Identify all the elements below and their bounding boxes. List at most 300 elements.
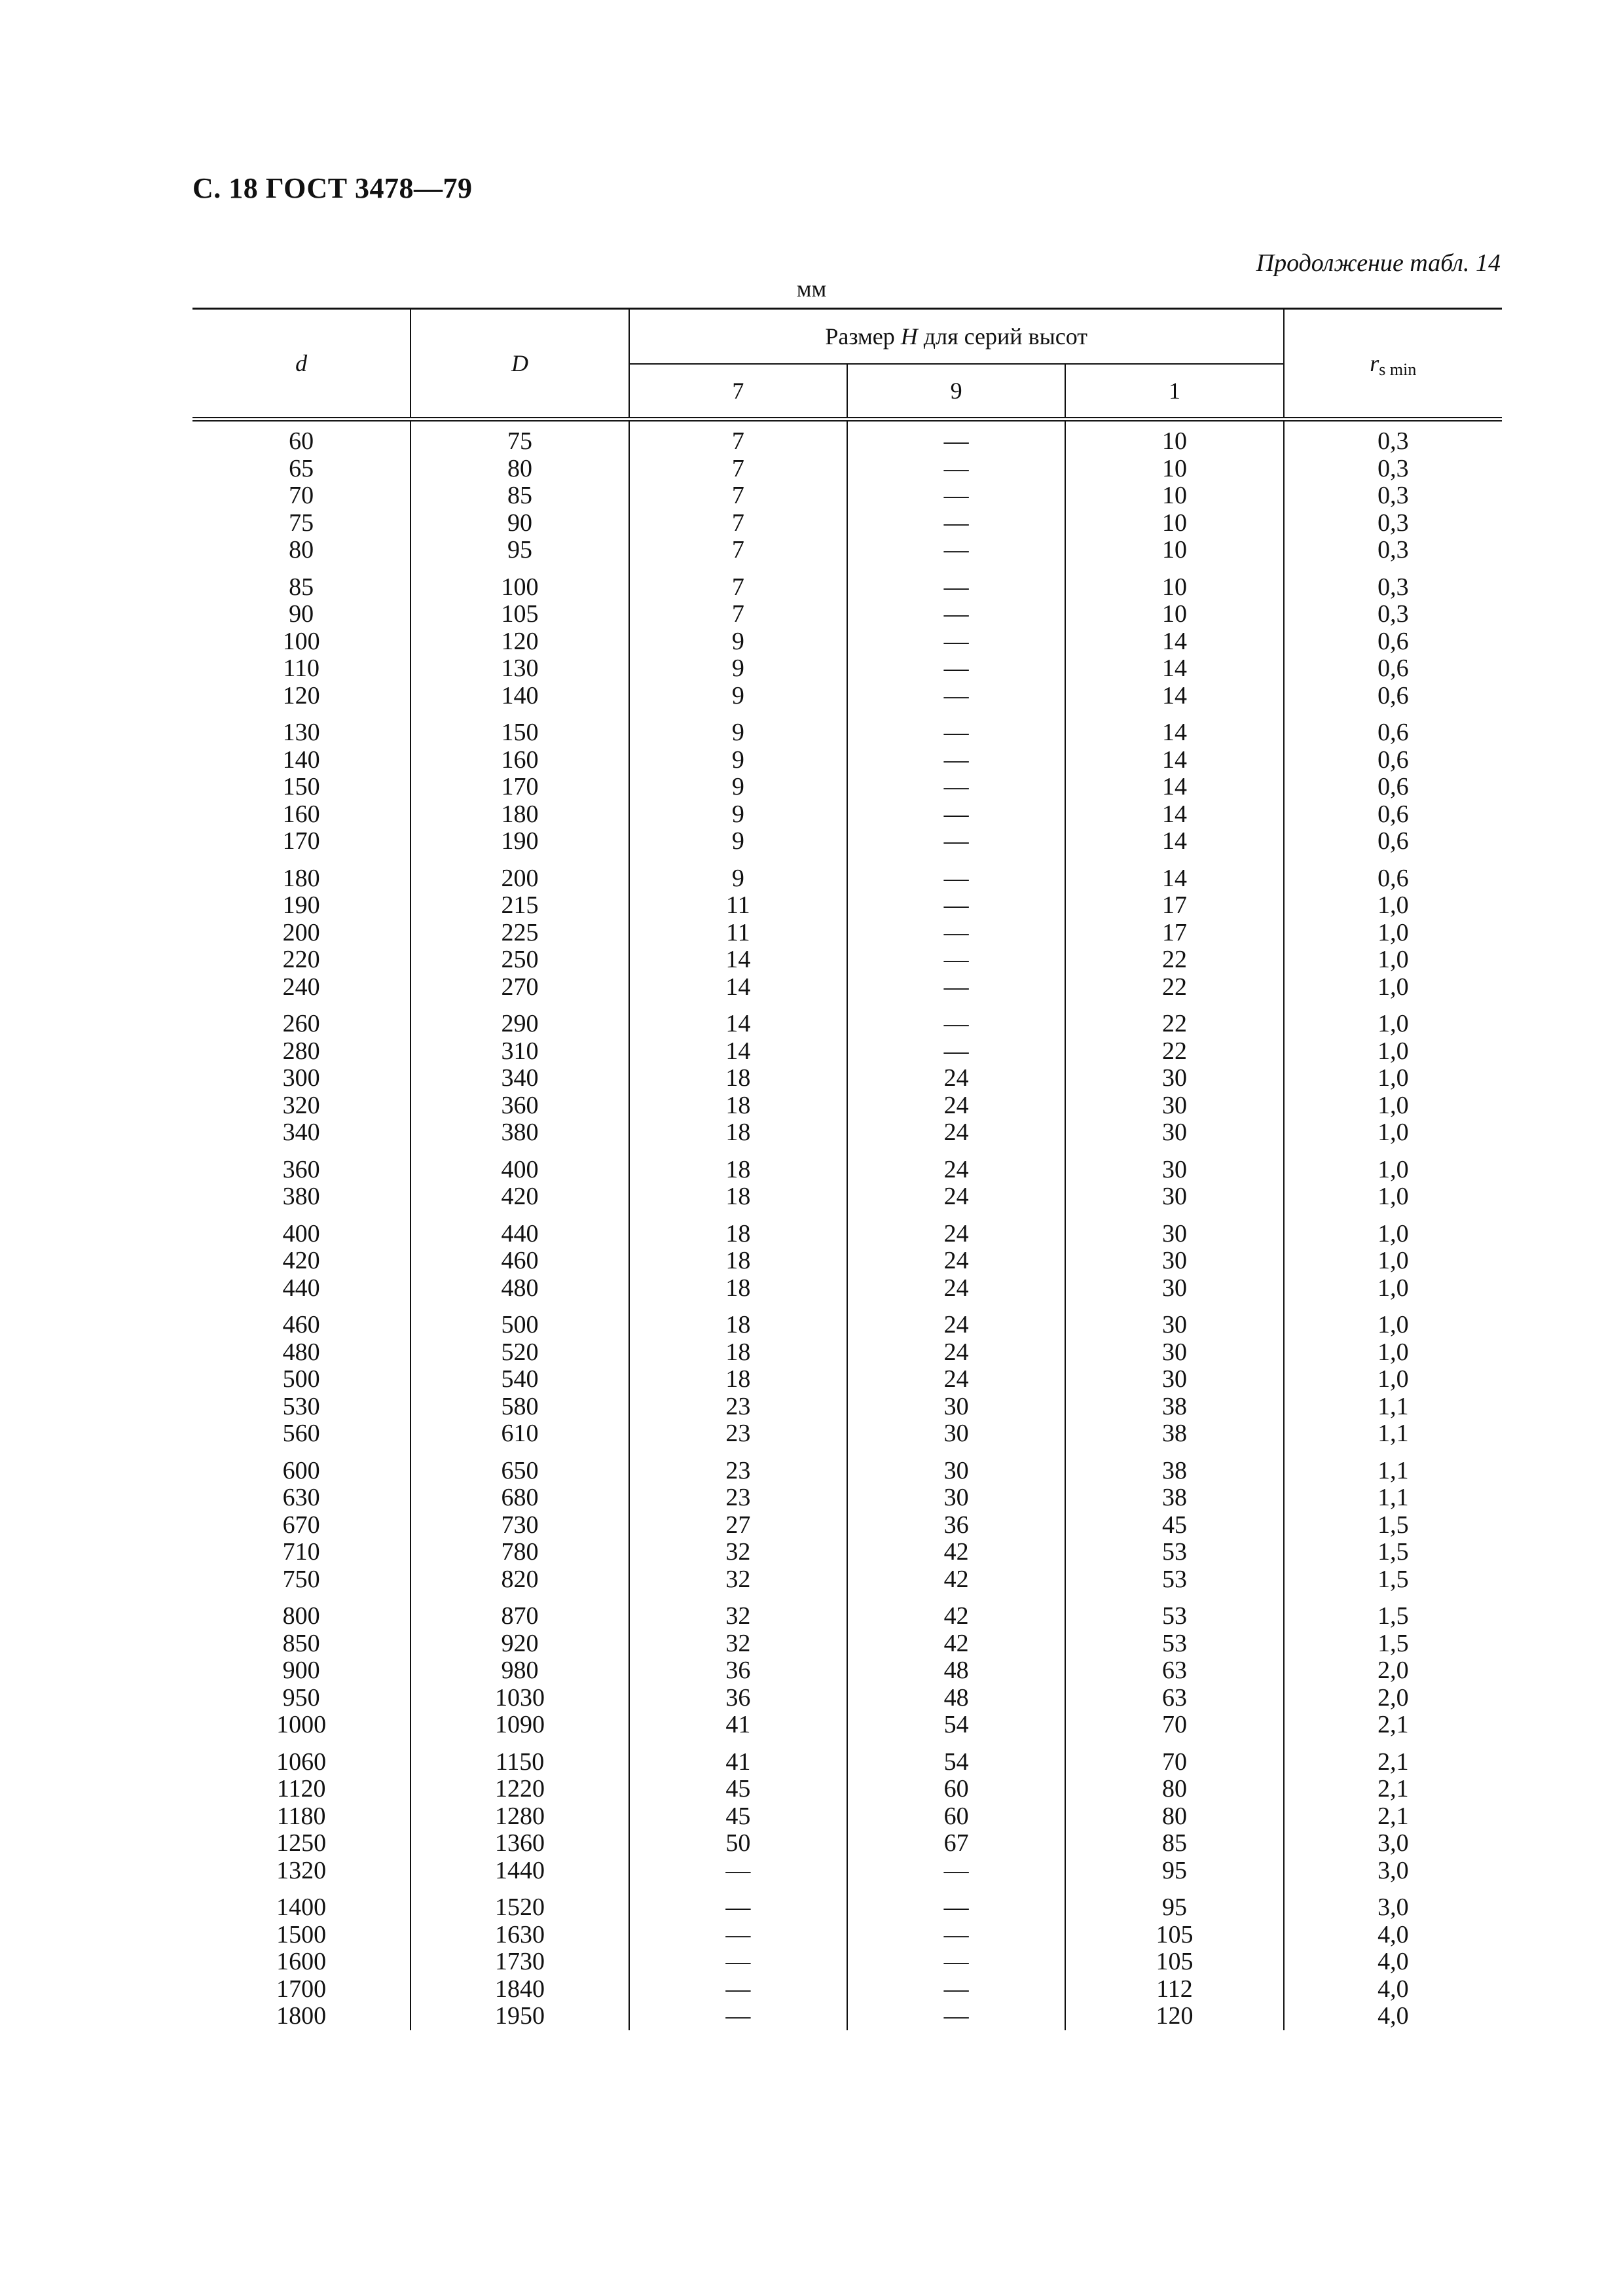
cell-h7: 18 (629, 1183, 847, 1211)
cell-D: 460 (410, 1247, 629, 1275)
cell-h9: 42 (847, 1630, 1065, 1658)
cell-D: 1220 (410, 1776, 629, 1803)
table-row (192, 482, 1502, 510)
cell-r: 0,3 (1377, 482, 1409, 509)
cell-D: 540 (410, 1366, 629, 1393)
cell-d: 500 (192, 1366, 410, 1393)
cell-d: 1500 (192, 1922, 410, 1949)
cell-D: 150 (410, 709, 629, 747)
cell-D: 170 (410, 774, 629, 801)
table-row (192, 683, 1502, 710)
cell-D: 340 (410, 1065, 629, 1092)
cell-r: 1,1 (1377, 1420, 1409, 1447)
cell-r: 1,1 (1377, 1456, 1409, 1484)
cell-d: 100 (192, 628, 410, 656)
cell-d: 400 (192, 1211, 410, 1248)
cell-d: 420 (192, 1247, 410, 1275)
cell-d: 190 (192, 892, 410, 920)
cell-h9: 42 (847, 1566, 1065, 1594)
table-row (192, 1247, 1502, 1275)
table-row (192, 1302, 1502, 1339)
cell-d: 170 (192, 828, 410, 855)
cell-r: 4,0 (1377, 2002, 1409, 2030)
cell-h9: — (847, 1038, 1065, 1066)
cell-d: 65 (192, 456, 410, 483)
cell-D: 85 (410, 482, 629, 510)
cell-h7: 7 (629, 564, 847, 601)
cell-r: 2,1 (1377, 1711, 1409, 1738)
cell-h7: 7 (629, 601, 847, 628)
cell-h9: — (847, 564, 1065, 601)
table-row (192, 510, 1502, 537)
cell-d: 220 (192, 946, 410, 974)
cell-h1: 14 (1065, 747, 1283, 774)
table-row (192, 920, 1502, 947)
cell-d: 260 (192, 1001, 410, 1038)
cell-h7: 18 (629, 1302, 847, 1339)
cell-h9: 24 (847, 1247, 1065, 1275)
cell-h9: — (847, 1884, 1065, 1922)
cell-h7: 9 (629, 683, 847, 710)
cell-h1: 30 (1065, 1183, 1283, 1211)
cell-h7: 41 (629, 1712, 847, 1739)
table-row (192, 1712, 1502, 1739)
cell-D: 1030 (410, 1685, 629, 1712)
cell-d: 1060 (192, 1739, 410, 1776)
col-header-series-1: 1 (1065, 364, 1283, 420)
table-row (192, 628, 1502, 656)
cell-h9: — (847, 709, 1065, 747)
cell-D: 820 (410, 1566, 629, 1594)
cell-h9: 60 (847, 1776, 1065, 1803)
cell-r: 1,0 (1377, 1338, 1409, 1366)
cell-h7: 9 (629, 628, 847, 656)
cell-h7: 14 (629, 1038, 847, 1066)
cell-h1: 30 (1065, 1092, 1283, 1120)
cell-r: 0,6 (1377, 627, 1409, 655)
cell-D: 980 (410, 1657, 629, 1685)
cell-D: 75 (410, 420, 629, 456)
table-row (192, 1393, 1502, 1421)
table-row (192, 1512, 1502, 1539)
cell-h1: 80 (1065, 1776, 1283, 1803)
cell-h1: 10 (1065, 510, 1283, 537)
table-row (192, 1092, 1502, 1120)
table-row (192, 709, 1502, 747)
cell-h1: 95 (1065, 1857, 1283, 1885)
cell-h1: 38 (1065, 1420, 1283, 1448)
cell-d: 75 (192, 510, 410, 537)
cell-D: 200 (410, 855, 629, 893)
cell-r: 4,0 (1377, 1920, 1409, 1948)
cell-h1: 53 (1065, 1566, 1283, 1594)
cell-d: 60 (192, 420, 410, 456)
cell-r: 1,0 (1377, 1155, 1409, 1183)
cell-h1: 105 (1065, 1922, 1283, 1949)
cell-h7: 23 (629, 1448, 847, 1485)
table-row (192, 420, 1502, 456)
cell-h7: 7 (629, 482, 847, 510)
table-row (192, 601, 1502, 628)
cell-h1: 22 (1065, 1001, 1283, 1038)
cell-h7: — (629, 1948, 847, 1976)
cell-r: 0,6 (1377, 773, 1409, 800)
cell-h7: 50 (629, 1830, 847, 1857)
cell-D: 1840 (410, 1976, 629, 2003)
cell-h7: 18 (629, 1119, 847, 1147)
cell-h1: 112 (1065, 1976, 1283, 2003)
cell-D: 500 (410, 1302, 629, 1339)
table-row (192, 1948, 1502, 1976)
cell-D: 1090 (410, 1712, 629, 1739)
cell-D: 1520 (410, 1884, 629, 1922)
cell-D: 130 (410, 655, 629, 683)
cell-h1: 14 (1065, 828, 1283, 855)
cell-h7: 9 (629, 655, 847, 683)
cell-r: 1,5 (1377, 1629, 1409, 1657)
table-row (192, 1147, 1502, 1184)
cell-h9: — (847, 510, 1065, 537)
cell-D: 870 (410, 1593, 629, 1630)
cell-h9: 54 (847, 1712, 1065, 1739)
cell-d: 530 (192, 1393, 410, 1421)
cell-h1: 30 (1065, 1147, 1283, 1184)
cell-h1: 30 (1065, 1302, 1283, 1339)
cell-h9: 24 (847, 1092, 1065, 1120)
cell-D: 140 (410, 683, 629, 710)
cell-h9: — (847, 920, 1065, 947)
cell-d: 85 (192, 564, 410, 601)
cell-h7: 7 (629, 537, 847, 564)
cell-r: 0,3 (1377, 573, 1409, 601)
table-row (192, 1593, 1502, 1630)
cell-h7: 23 (629, 1420, 847, 1448)
cell-h1: 17 (1065, 892, 1283, 920)
cell-D: 440 (410, 1211, 629, 1248)
cell-h9: 30 (847, 1448, 1065, 1485)
cell-r: 2,1 (1377, 1802, 1409, 1830)
cell-d: 1000 (192, 1712, 410, 1739)
table-row (192, 1884, 1502, 1922)
cell-h1: 30 (1065, 1211, 1283, 1248)
cell-h9: — (847, 774, 1065, 801)
cell-h9: 67 (847, 1830, 1065, 1857)
cell-d: 800 (192, 1593, 410, 1630)
cell-r: 2,0 (1377, 1683, 1409, 1712)
cell-h7: 32 (629, 1566, 847, 1594)
cell-h7: — (629, 2003, 847, 2030)
cell-d: 460 (192, 1302, 410, 1339)
table-row (192, 1183, 1502, 1211)
cell-h9: 24 (847, 1119, 1065, 1147)
cell-D: 650 (410, 1448, 629, 1485)
cell-h9: 36 (847, 1512, 1065, 1539)
cell-d: 110 (192, 655, 410, 683)
cell-h7: 18 (629, 1366, 847, 1393)
cell-d: 1700 (192, 1976, 410, 2003)
cell-h7: 11 (629, 892, 847, 920)
cell-h7: 36 (629, 1657, 847, 1685)
cell-h9: 24 (847, 1302, 1065, 1339)
cell-r: 0,6 (1377, 655, 1409, 682)
cell-h1: 30 (1065, 1275, 1283, 1302)
table-row (192, 2003, 1502, 2030)
cell-r: 1,0 (1377, 1183, 1409, 1210)
cell-h7: 18 (629, 1092, 847, 1120)
cell-h9: — (847, 1976, 1065, 2003)
cell-h9: 42 (847, 1593, 1065, 1630)
cell-D: 400 (410, 1147, 629, 1184)
cell-h1: 45 (1065, 1512, 1283, 1539)
page-title: С. 18 ГОСТ 3478—79 (192, 172, 473, 204)
cell-D: 730 (410, 1512, 629, 1539)
cell-h9: — (847, 747, 1065, 774)
cell-h1: 10 (1065, 420, 1283, 456)
table-row (192, 1420, 1502, 1448)
cell-D: 120 (410, 628, 629, 656)
cell-h1: 17 (1065, 920, 1283, 947)
cell-h1: 14 (1065, 855, 1283, 893)
cell-h7: 32 (629, 1593, 847, 1630)
cell-h7: 32 (629, 1630, 847, 1658)
table-row (192, 1366, 1502, 1393)
cell-h9: 24 (847, 1339, 1065, 1367)
table-row (192, 1539, 1502, 1566)
table-row (192, 537, 1502, 564)
table-row (192, 1038, 1502, 1066)
table-row (192, 1776, 1502, 1803)
cell-D: 1280 (410, 1803, 629, 1831)
cell-d: 150 (192, 774, 410, 801)
cell-h9: — (847, 1001, 1065, 1038)
table-row (192, 456, 1502, 483)
cell-h7: 36 (629, 1685, 847, 1712)
cell-h7: 45 (629, 1776, 847, 1803)
cell-h9: 30 (847, 1393, 1065, 1421)
cell-h7: 32 (629, 1539, 847, 1566)
cell-d: 300 (192, 1065, 410, 1092)
table-row (192, 892, 1502, 920)
cell-h9: 30 (847, 1420, 1065, 1448)
cell-h9: — (847, 1857, 1065, 1885)
cell-h1: 70 (1065, 1739, 1283, 1776)
cell-d: 1250 (192, 1830, 410, 1857)
cell-d: 850 (192, 1630, 410, 1658)
cell-D: 610 (410, 1420, 629, 1448)
cell-r: 4,0 (1377, 1975, 1409, 2003)
cell-h7: 45 (629, 1803, 847, 1831)
cell-h7: 14 (629, 1001, 847, 1038)
cell-d: 200 (192, 920, 410, 947)
cell-h9: — (847, 482, 1065, 510)
cell-r: 1,0 (1377, 1119, 1409, 1146)
cell-h9: 24 (847, 1183, 1065, 1211)
cell-h9: 42 (847, 1539, 1065, 1566)
cell-h7: 9 (629, 709, 847, 747)
cell-D: 95 (410, 537, 629, 564)
cell-h1: 10 (1065, 456, 1283, 483)
cell-r: 0,6 (1377, 681, 1409, 709)
cell-h9: — (847, 1948, 1065, 1976)
cell-d: 1600 (192, 1948, 410, 1976)
cell-d: 440 (192, 1275, 410, 1302)
cell-h1: 14 (1065, 655, 1283, 683)
cell-r: 3,0 (1377, 1893, 1409, 1921)
cell-D: 1360 (410, 1830, 629, 1857)
cell-r: 1,0 (1377, 1247, 1409, 1274)
cell-D: 100 (410, 564, 629, 601)
cell-h7: 7 (629, 456, 847, 483)
cell-h1: 105 (1065, 1948, 1283, 1976)
col-header-group: Размер H для серий высот (629, 309, 1284, 365)
table-row (192, 828, 1502, 855)
cell-h7: 18 (629, 1339, 847, 1367)
cell-d: 630 (192, 1484, 410, 1512)
cell-D: 1950 (410, 2003, 629, 2030)
cell-h1: 22 (1065, 974, 1283, 1001)
table-row (192, 1211, 1502, 1248)
cell-h1: 63 (1065, 1657, 1283, 1685)
cell-d: 120 (192, 683, 410, 710)
cell-h9: 24 (847, 1211, 1065, 1248)
cell-D: 780 (410, 1539, 629, 1566)
cell-r: 0,6 (1377, 800, 1409, 828)
cell-r: 1,1 (1377, 1484, 1409, 1511)
units-label: мм (796, 276, 827, 302)
table-row (192, 1630, 1502, 1658)
table-row (192, 1566, 1502, 1594)
cell-h9: — (847, 1922, 1065, 1949)
cell-h7: 23 (629, 1484, 847, 1512)
cell-h1: 14 (1065, 801, 1283, 829)
cell-D: 380 (410, 1119, 629, 1147)
cell-D: 680 (410, 1484, 629, 1512)
cell-r: 1,0 (1377, 946, 1409, 973)
cell-D: 190 (410, 828, 629, 855)
cell-D: 90 (410, 510, 629, 537)
cell-h7: 7 (629, 420, 847, 456)
cell-h7: 14 (629, 974, 847, 1001)
cell-d: 600 (192, 1448, 410, 1485)
cell-r: 1,0 (1377, 1064, 1409, 1092)
cell-d: 140 (192, 747, 410, 774)
table-row (192, 974, 1502, 1001)
cell-d: 380 (192, 1183, 410, 1211)
cell-d: 950 (192, 1685, 410, 1712)
cell-r: 1,0 (1377, 1010, 1409, 1037)
cell-h1: 10 (1065, 482, 1283, 510)
cell-h1: 38 (1065, 1393, 1283, 1421)
cell-r: 1,5 (1377, 1565, 1409, 1593)
cell-h1: 85 (1065, 1830, 1283, 1857)
cell-D: 520 (410, 1339, 629, 1367)
cell-r: 0,3 (1377, 427, 1409, 455)
cell-d: 90 (192, 601, 410, 628)
cell-h9: 30 (847, 1484, 1065, 1512)
cell-d: 480 (192, 1339, 410, 1367)
cell-d: 180 (192, 855, 410, 893)
cell-r: 0,3 (1377, 454, 1409, 482)
table-row (192, 1448, 1502, 1485)
cell-h7: 18 (629, 1065, 847, 1092)
cell-r: 2,1 (1377, 1775, 1409, 1803)
cell-h9: — (847, 537, 1065, 564)
cell-h1: 10 (1065, 601, 1283, 628)
table-row (192, 564, 1502, 601)
col-header-series-9: 9 (847, 364, 1065, 420)
cell-h9: 60 (847, 1803, 1065, 1831)
cell-d: 560 (192, 1420, 410, 1448)
cell-h1: 70 (1065, 1712, 1283, 1739)
cell-h1: 14 (1065, 628, 1283, 656)
col-header-r: rs min (1284, 309, 1502, 420)
cell-r: 0,3 (1377, 600, 1409, 628)
cell-d: 1180 (192, 1803, 410, 1831)
cell-r: 1,0 (1377, 1037, 1409, 1065)
cell-h9: 24 (847, 1275, 1065, 1302)
cell-h1: 63 (1065, 1685, 1283, 1712)
cell-r: 0,6 (1377, 719, 1409, 746)
cell-h9: — (847, 855, 1065, 893)
cell-D: 1440 (410, 1857, 629, 1885)
cell-h1: 30 (1065, 1247, 1283, 1275)
table-row (192, 1803, 1502, 1831)
table-row (192, 1001, 1502, 1038)
cell-h9: — (847, 601, 1065, 628)
col-header-D: D (410, 309, 629, 420)
cell-h1: 14 (1065, 683, 1283, 710)
cell-r: 1,5 (1377, 1538, 1409, 1566)
cell-d: 340 (192, 1119, 410, 1147)
cell-D: 1730 (410, 1948, 629, 1976)
cell-h9: — (847, 892, 1065, 920)
cell-r: 1,0 (1377, 973, 1409, 1001)
cell-r: 3,0 (1377, 1829, 1409, 1857)
cell-h1: 22 (1065, 946, 1283, 974)
cell-d: 710 (192, 1539, 410, 1566)
cell-h9: — (847, 801, 1065, 829)
cell-h9: — (847, 456, 1065, 483)
table-row (192, 1830, 1502, 1857)
cell-d: 1120 (192, 1776, 410, 1803)
cell-h9: — (847, 974, 1065, 1001)
table-row (192, 1857, 1502, 1885)
cell-h9: 24 (847, 1366, 1065, 1393)
cell-h1: 10 (1065, 564, 1283, 601)
cell-D: 105 (410, 601, 629, 628)
cell-D: 225 (410, 920, 629, 947)
cell-h1: 80 (1065, 1803, 1283, 1831)
cell-h7: 11 (629, 920, 847, 947)
cell-h9: — (847, 628, 1065, 656)
cell-D: 80 (410, 456, 629, 483)
cell-D: 180 (410, 801, 629, 829)
cell-h7: 14 (629, 946, 847, 974)
cell-r: 2,0 (1377, 1657, 1409, 1684)
dimensions-table (192, 308, 1502, 2030)
cell-r: 1,0 (1377, 1091, 1409, 1119)
cell-h9: — (847, 828, 1065, 855)
cell-r: 4,0 (1377, 1948, 1409, 1975)
table-row (192, 747, 1502, 774)
cell-d: 70 (192, 482, 410, 510)
table-row (192, 1065, 1502, 1092)
cell-r: 1,0 (1377, 918, 1409, 946)
cell-d: 80 (192, 537, 410, 564)
cell-h7: 18 (629, 1275, 847, 1302)
cell-h7: — (629, 1922, 847, 1949)
cell-h7: 9 (629, 855, 847, 893)
